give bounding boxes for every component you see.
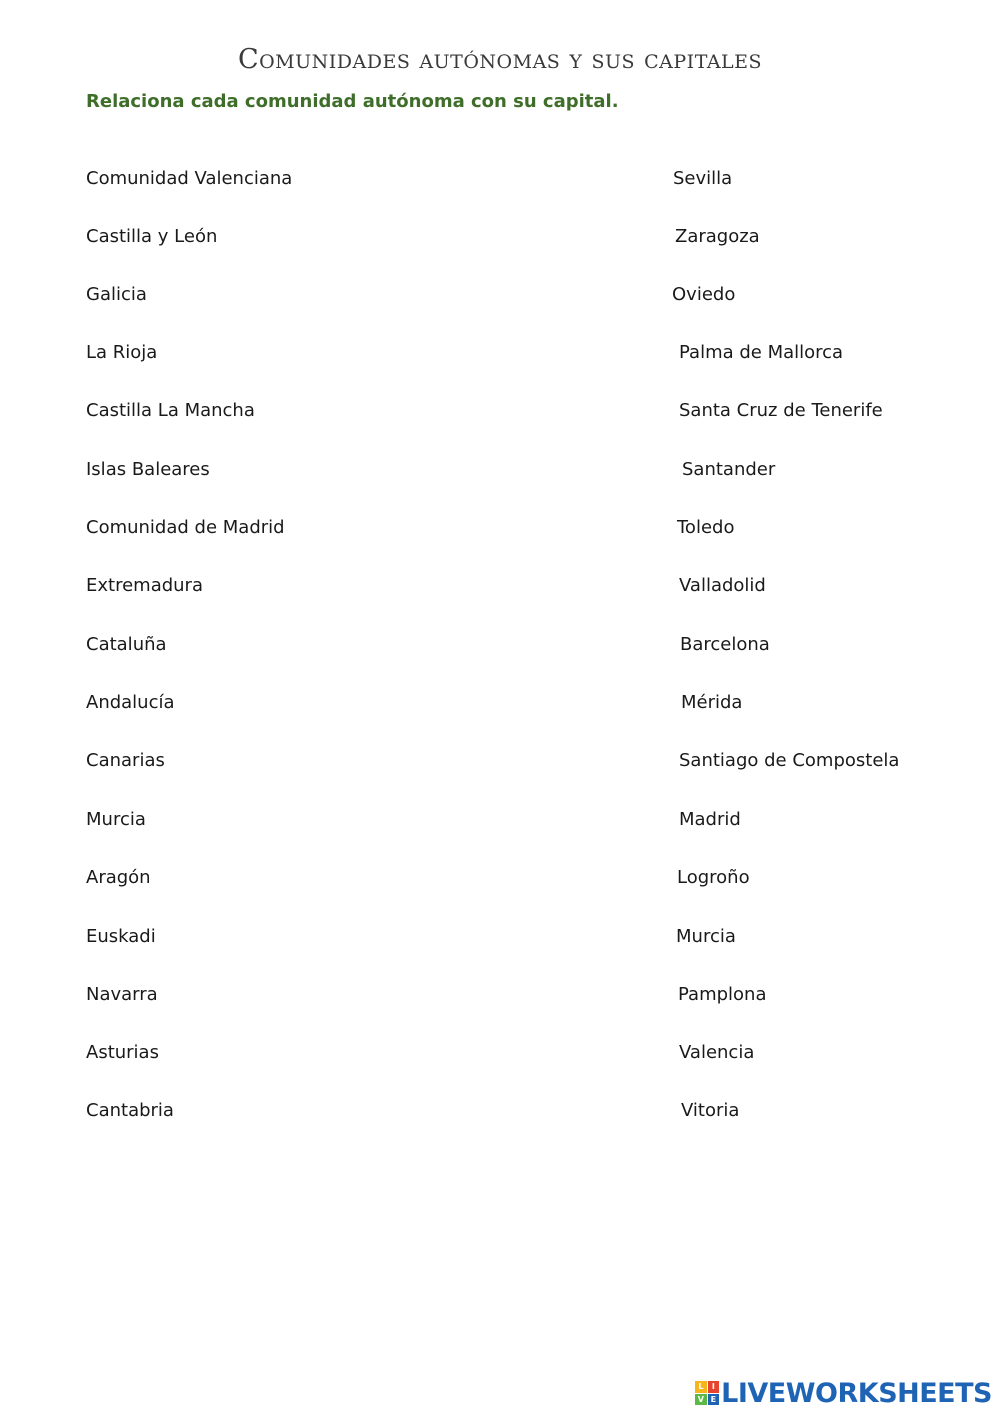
capital-item: Madrid bbox=[679, 809, 741, 830]
community-item: Euskadi bbox=[86, 926, 156, 947]
community-item: Islas Baleares bbox=[86, 459, 210, 480]
capital-item: Logroño bbox=[677, 867, 750, 888]
capital-item: Pamplona bbox=[678, 984, 767, 1005]
community-item: Castilla La Mancha bbox=[86, 400, 255, 421]
capital-item: Santiago de Compostela bbox=[679, 750, 900, 771]
logo-mark-icon bbox=[695, 1381, 719, 1405]
capital-item: Vitoria bbox=[681, 1100, 740, 1121]
community-item: Castilla y León bbox=[86, 226, 218, 247]
capital-item: Oviedo bbox=[672, 284, 736, 305]
capital-item: Toledo bbox=[677, 517, 735, 538]
community-item: Andalucía bbox=[86, 692, 175, 713]
capital-item: Palma de Mallorca bbox=[679, 342, 844, 363]
capital-item: Mérida bbox=[681, 692, 743, 713]
capital-item: Barcelona bbox=[680, 634, 770, 655]
capital-item: Valladolid bbox=[679, 575, 766, 596]
logo-mark-cell: I bbox=[708, 1381, 720, 1393]
capital-item: Sevilla bbox=[673, 168, 733, 189]
page-title: Comunidades autónomas y sus capitales bbox=[237, 44, 763, 75]
capital-item: Murcia bbox=[676, 926, 736, 947]
community-item: Asturias bbox=[86, 1042, 159, 1063]
logo-text: LIVEWORKSHEETS bbox=[721, 1377, 992, 1409]
community-item: Comunidad de Madrid bbox=[86, 517, 285, 538]
logo-mark-cell: L bbox=[695, 1381, 707, 1393]
community-item: Navarra bbox=[86, 984, 158, 1005]
community-item: Galicia bbox=[86, 284, 147, 305]
capital-item: Zaragoza bbox=[675, 226, 760, 247]
instructions: Relaciona cada comunidad autónoma con su capital. bbox=[86, 91, 619, 112]
community-item: Cantabria bbox=[86, 1100, 174, 1121]
capital-item: Santander bbox=[682, 459, 776, 480]
liveworksheets-logo[interactable] bbox=[695, 1377, 992, 1409]
community-item: Extremadura bbox=[86, 575, 203, 596]
community-item: Canarias bbox=[86, 750, 165, 771]
capital-item: Valencia bbox=[679, 1042, 755, 1063]
logo-mark-cell: V bbox=[695, 1394, 707, 1406]
community-item: Cataluña bbox=[86, 634, 167, 655]
community-item: Comunidad Valenciana bbox=[86, 168, 293, 189]
community-item: La Rioja bbox=[86, 342, 158, 363]
capital-item: Santa Cruz de Tenerife bbox=[679, 400, 883, 421]
community-item: Murcia bbox=[86, 809, 146, 830]
community-item: Aragón bbox=[86, 867, 151, 888]
logo-mark-cell: E bbox=[708, 1394, 720, 1406]
